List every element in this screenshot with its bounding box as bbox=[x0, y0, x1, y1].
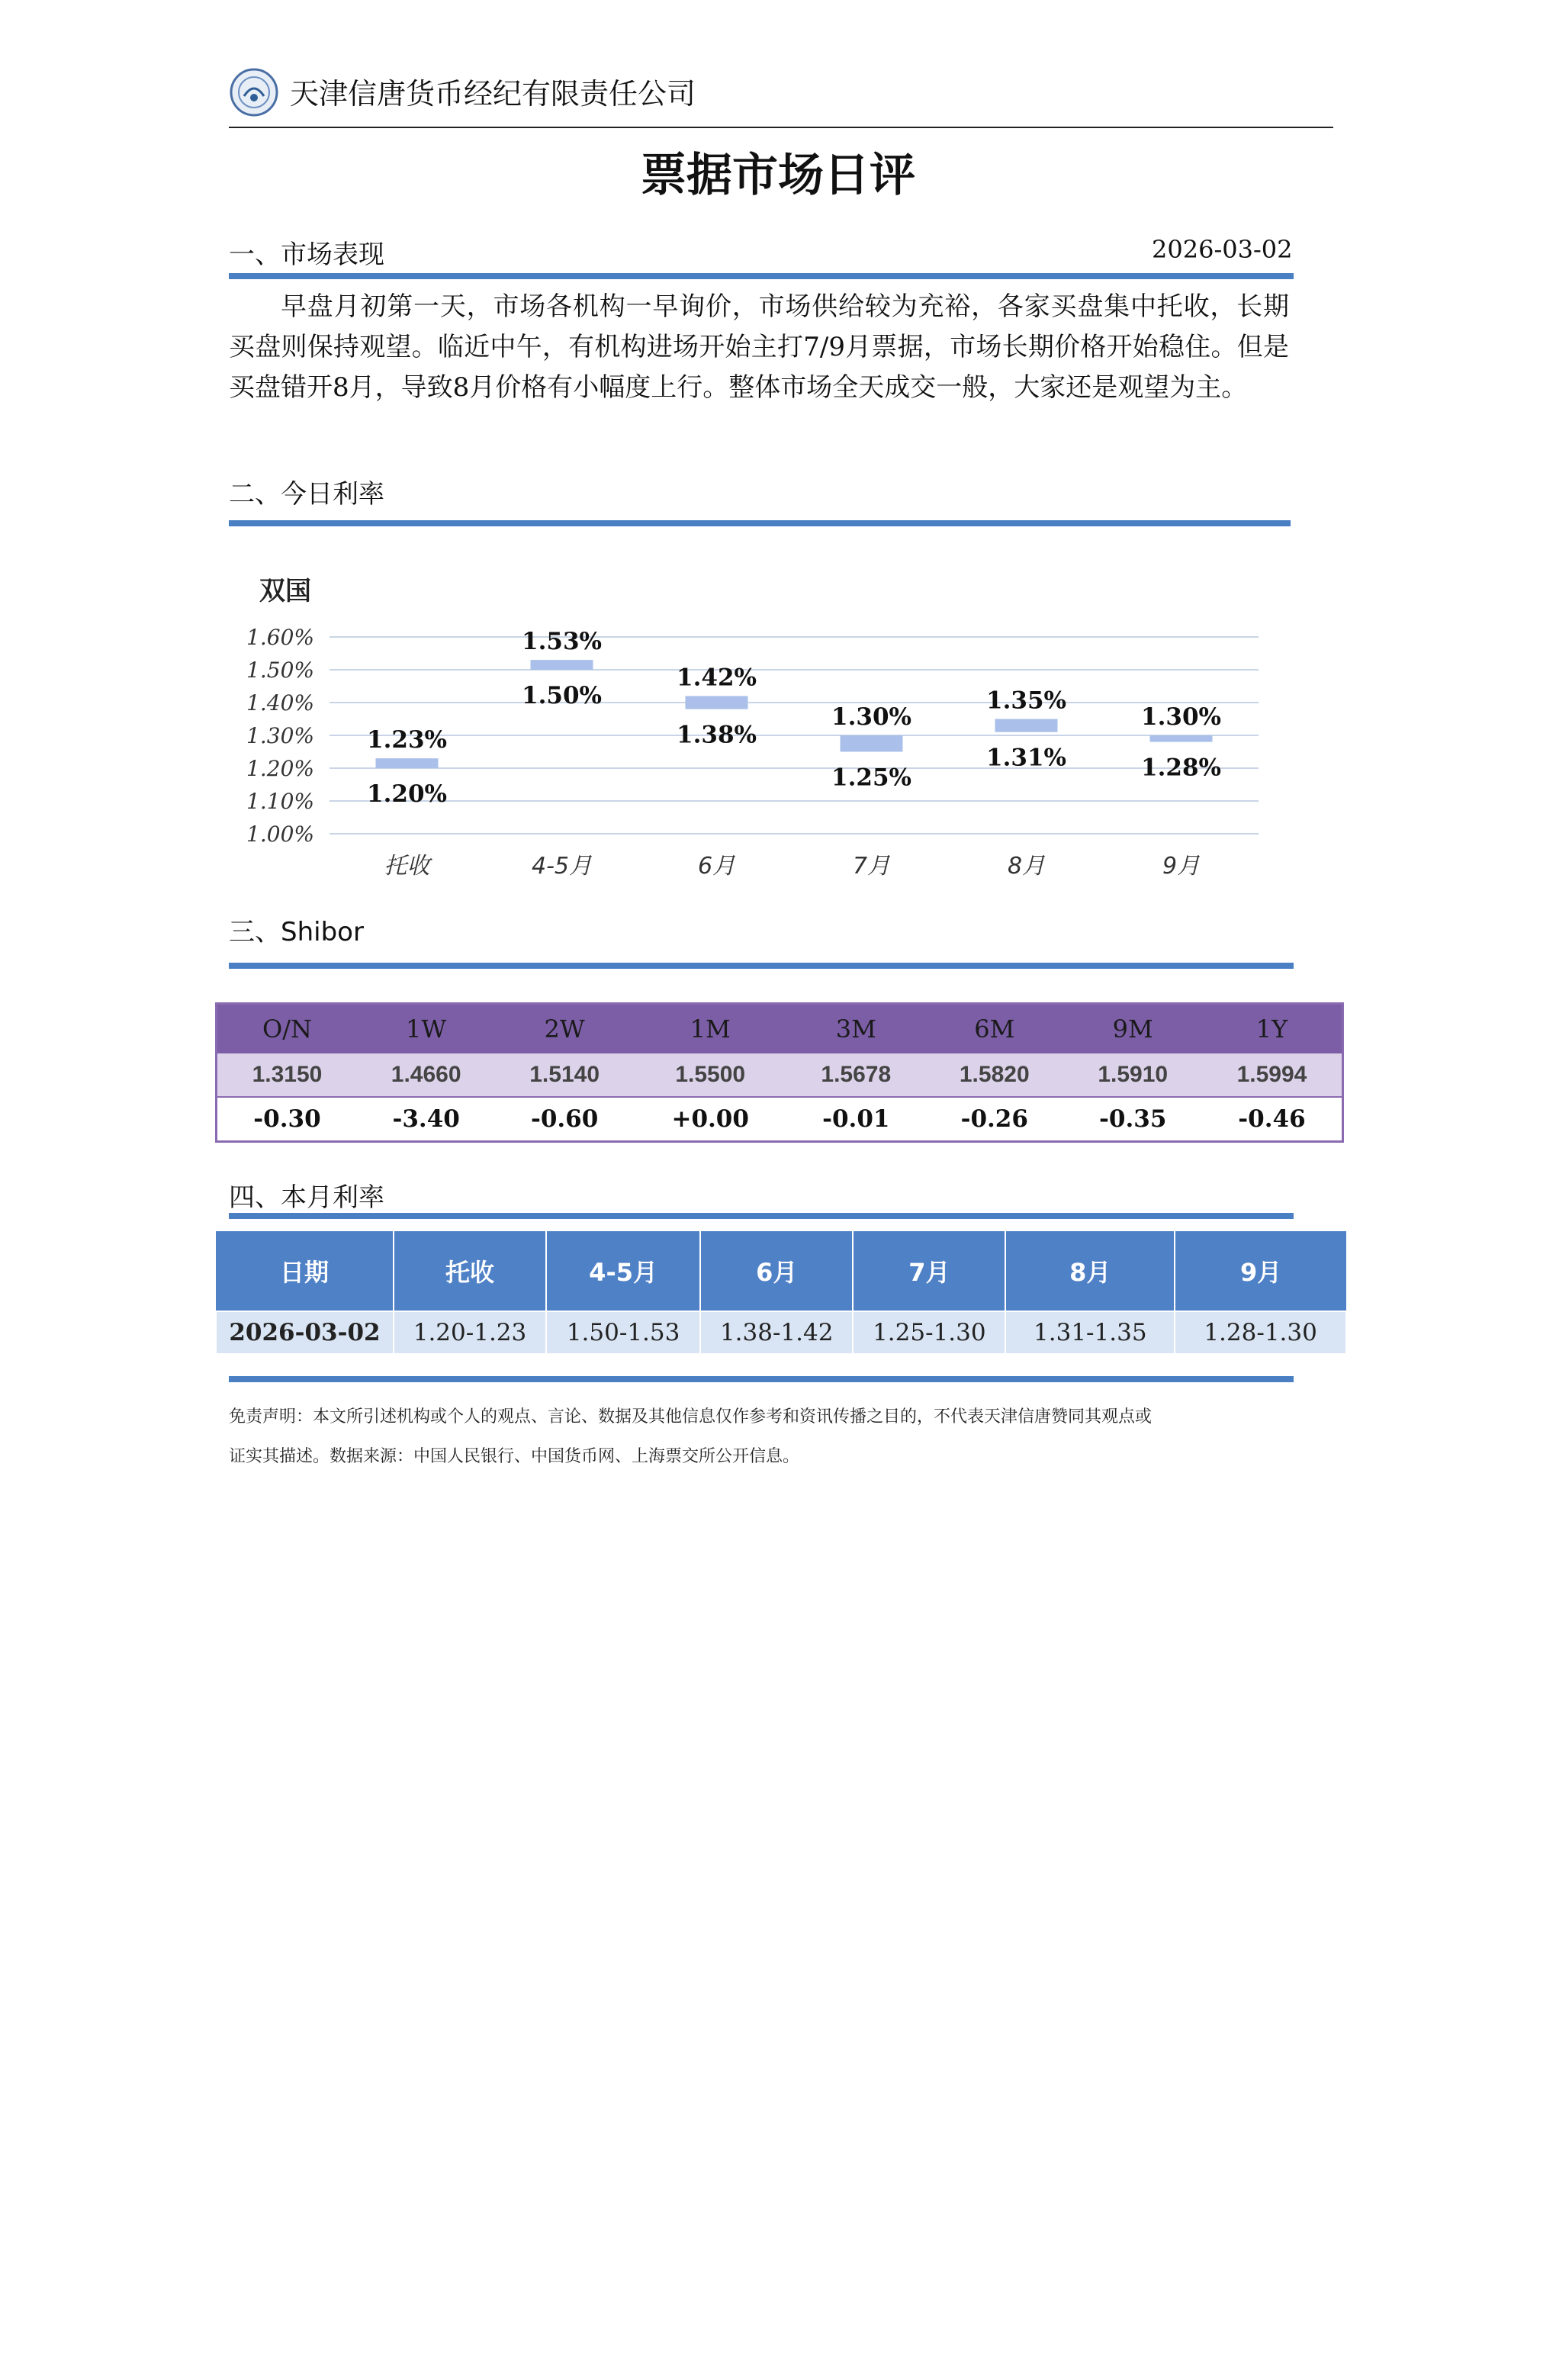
month-header: 9月 bbox=[1175, 1231, 1346, 1311]
month-cell: 1.20-1.23 bbox=[394, 1311, 546, 1354]
month-header: 6月 bbox=[700, 1231, 853, 1311]
shibor-change: -0.35 bbox=[1064, 1097, 1202, 1142]
shibor-change: -0.26 bbox=[925, 1097, 1063, 1142]
disclaimer-line: 免责声明：本文所引述机构或个人的观点、言论、数据及其他信息仅作参考和资讯传播之目的，不代表天津信唐赞同其观点或 bbox=[229, 1407, 1153, 1426]
range-bar bbox=[531, 660, 593, 670]
shibor-value: 1.4660 bbox=[357, 1053, 495, 1097]
month-cell: 1.28-1.30 bbox=[1175, 1311, 1346, 1354]
low-value-label: 1.38% bbox=[677, 721, 757, 749]
section-rule bbox=[229, 1213, 1294, 1219]
section-rule bbox=[229, 963, 1294, 969]
shibor-value: 1.5678 bbox=[787, 1053, 925, 1097]
range-bar bbox=[1150, 735, 1213, 742]
shibor-value: 1.5910 bbox=[1064, 1053, 1202, 1097]
month-cell: 1.50-1.53 bbox=[546, 1311, 700, 1354]
y-tick-label: 1.00% bbox=[246, 822, 314, 847]
shibor-value: 1.5994 bbox=[1202, 1053, 1343, 1097]
shibor-change: +0.00 bbox=[634, 1097, 787, 1142]
range-bar bbox=[995, 719, 1058, 732]
monthly-rate-table bbox=[215, 1231, 1347, 1355]
range-bar bbox=[376, 758, 439, 768]
shibor-table bbox=[215, 1002, 1344, 1143]
shibor-change: -0.30 bbox=[217, 1097, 357, 1142]
x-category-label: 4-5月 bbox=[532, 853, 592, 880]
report-date: 2026-03-02 bbox=[1152, 235, 1293, 264]
high-value-label: 1.30% bbox=[1141, 703, 1221, 731]
high-value-label: 1.42% bbox=[677, 664, 757, 692]
shibor-value: 1.3150 bbox=[217, 1053, 357, 1097]
y-tick-label: 1.40% bbox=[246, 690, 314, 716]
shibor-change: -0.46 bbox=[1202, 1097, 1343, 1142]
low-value-label: 1.31% bbox=[986, 744, 1066, 772]
range-bar bbox=[841, 735, 903, 752]
table-row bbox=[216, 1311, 1346, 1354]
rate-range-chart bbox=[229, 564, 1297, 892]
x-category-label: 托收 bbox=[384, 853, 430, 880]
market-commentary: 早盘月初第一天，市场各机构一早询价，市场供给较为充裕，各家买盘集中托收，长期买盘则保持观望。临近中午，有机构进场开始主打7/9月票据，市场长期价格开始稳住。但是买盘错开8月，导致8月价格有小幅度上行。整体市场全天成交一般，大家还是观望为主。 bbox=[229, 291, 1289, 403]
month-header: 7月 bbox=[853, 1231, 1005, 1311]
section-market-title: 一、市场表现 bbox=[229, 240, 384, 270]
y-tick-label: 1.20% bbox=[246, 756, 314, 781]
disclaimer bbox=[229, 1397, 1312, 1477]
month-header: 4-5月 bbox=[546, 1231, 700, 1311]
x-category-label: 9月 bbox=[1162, 853, 1201, 880]
shibor-term: 1Y bbox=[1202, 1004, 1343, 1054]
shibor-term: 6M bbox=[925, 1004, 1063, 1054]
chart-title: 双国 bbox=[259, 576, 311, 606]
y-tick-label: 1.50% bbox=[246, 658, 314, 683]
company-logo-icon bbox=[229, 67, 279, 117]
page-title: 票据市场日评 bbox=[641, 149, 915, 202]
month-cell: 1.25-1.30 bbox=[853, 1311, 1005, 1354]
range-bar bbox=[686, 696, 748, 709]
month-cell: 1.31-1.35 bbox=[1005, 1311, 1175, 1354]
high-value-label: 1.30% bbox=[831, 703, 911, 731]
month-cell: 1.38-1.42 bbox=[700, 1311, 853, 1354]
shibor-term: 1M bbox=[634, 1004, 787, 1054]
month-header: 日期 bbox=[216, 1231, 394, 1311]
y-tick-label: 1.30% bbox=[246, 723, 314, 748]
high-value-label: 1.35% bbox=[986, 687, 1066, 715]
header-divider bbox=[229, 127, 1333, 128]
shibor-value: 1.5140 bbox=[495, 1053, 633, 1097]
month-cell: 2026-03-02 bbox=[216, 1311, 394, 1354]
month-header: 托收 bbox=[394, 1231, 546, 1311]
low-value-label: 1.50% bbox=[522, 682, 602, 709]
shibor-term: 9M bbox=[1064, 1004, 1202, 1054]
high-value-label: 1.23% bbox=[367, 726, 447, 754]
shibor-term: 3M bbox=[787, 1004, 925, 1054]
low-value-label: 1.20% bbox=[367, 780, 447, 808]
shibor-term: 2W bbox=[495, 1004, 633, 1054]
disclaimer-line: 证实其描述。数据来源：中国人民银行、中国货币网、上海票交所公开信息。 bbox=[229, 1447, 800, 1466]
low-value-label: 1.28% bbox=[1141, 754, 1221, 782]
month-header: 8月 bbox=[1005, 1231, 1175, 1311]
section-rates-title: 二、今日利率 bbox=[229, 479, 384, 510]
section-shibor-title: 三、Shibor bbox=[229, 917, 364, 947]
x-category-label: 8月 bbox=[1007, 853, 1046, 880]
section-month-title: 四、本月利率 bbox=[229, 1182, 384, 1213]
shibor-change: -0.01 bbox=[787, 1097, 925, 1142]
shibor-value: 1.5500 bbox=[634, 1053, 787, 1097]
x-category-label: 6月 bbox=[697, 853, 736, 880]
x-category-label: 7月 bbox=[852, 853, 891, 880]
shibor-change: -3.40 bbox=[357, 1097, 495, 1142]
y-tick-label: 1.10% bbox=[246, 789, 314, 814]
low-value-label: 1.25% bbox=[831, 764, 911, 792]
shibor-term: O/N bbox=[217, 1004, 357, 1054]
section-rule bbox=[229, 520, 1291, 526]
shibor-term: 1W bbox=[357, 1004, 495, 1054]
company-name: 天津信唐货币经纪有限责任公司 bbox=[290, 77, 696, 111]
shibor-change: -0.60 bbox=[495, 1097, 633, 1142]
section-rule bbox=[229, 273, 1294, 279]
high-value-label: 1.53% bbox=[522, 628, 602, 656]
section-rule bbox=[229, 1376, 1294, 1382]
y-tick-label: 1.60% bbox=[246, 625, 314, 650]
shibor-value: 1.5820 bbox=[925, 1053, 1063, 1097]
